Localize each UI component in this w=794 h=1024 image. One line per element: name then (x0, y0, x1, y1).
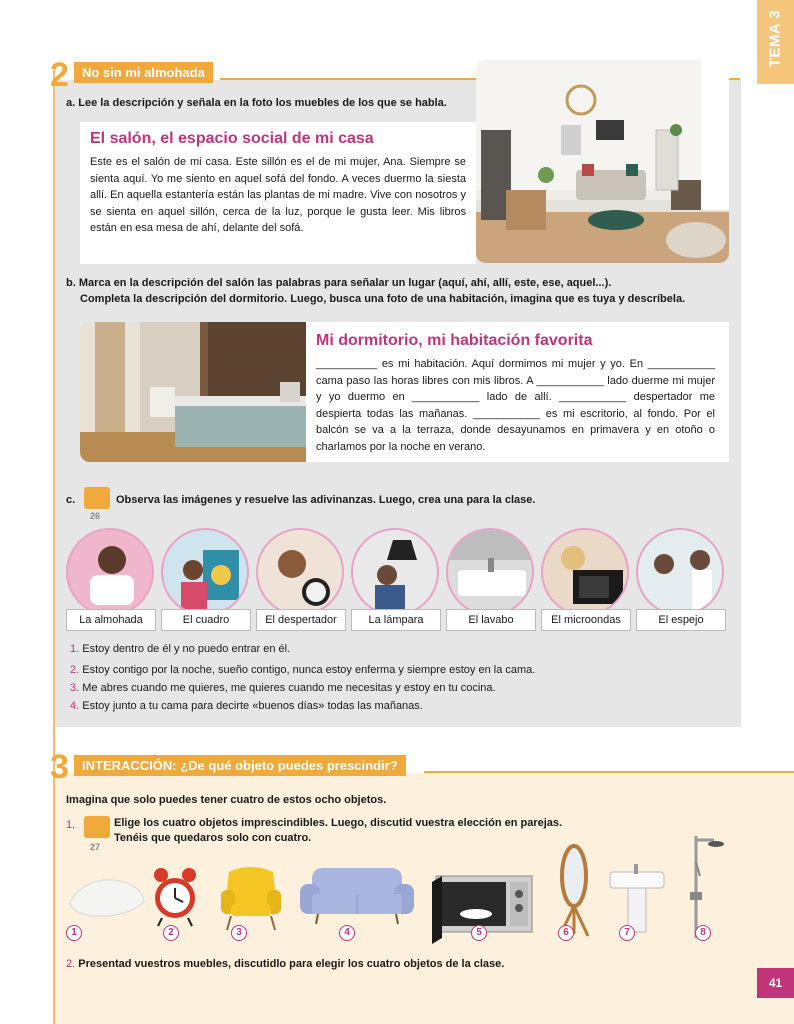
chapter-tab-label: TEMA 3 (766, 9, 784, 68)
item-label-lamp: La lámpara (351, 609, 441, 631)
riddle-3-text: Me abres cuando me quieres, me quieres cuando me necesitas y estoy en tu cocina. (82, 682, 496, 694)
step1-text-1: Elige los cuatro objetos imprescindibles. Luego, discutid vuestra elección en parejas. (114, 817, 563, 829)
audio-icon-2[interactable] (84, 816, 110, 838)
object-armchair (217, 862, 285, 937)
alarm-clock-image (256, 528, 344, 616)
page-number: 41 (757, 968, 794, 998)
section3-title: INTERACCIÓN: ¿De qué objeto puedes prescindir? (74, 755, 406, 776)
item-label-pillow: La almohada (66, 609, 156, 631)
sink-image (446, 528, 534, 616)
dorm-text: __________ es mi habitación. Aquí dormimos mi mujer y yo. En ___________ cama paso las horas libres con mis libros. A ___________ lado duerme mi mujer y yo duermo en ___________ lado de allí. ___________ despertador me despierta todas las mañanas. ___________ es mi escritorio, al fondo. Por el balcón se va a la terraza, donde desayunamos en primavera y en otoño o charlamos por la noche en verano. (316, 358, 715, 453)
riddle-2-number: 2. (70, 664, 80, 676)
microwave-image (541, 528, 629, 616)
section2-number: 2 (50, 56, 69, 94)
instruction-b-2: Completa la descripción del dormitorio. Luego, busca una foto de una habitación, imagina que es tuya y descríbela. (80, 293, 686, 305)
riddle-4-number: 4. (70, 700, 80, 712)
riddle-4 (70, 697, 423, 715)
margin-line (53, 70, 55, 1024)
audio-track-27: 27 (90, 842, 101, 852)
step1-text-2: Tenéis que quedaros solo con cuatro. (114, 832, 312, 844)
step2-text: Presentad vuestros muebles, discutidlo para elegir los cuatro objetos de la clase. (78, 958, 505, 970)
mirror-image (636, 528, 724, 616)
pillow-image (66, 528, 154, 616)
riddle-2 (70, 661, 535, 679)
chapter-tab (757, 0, 794, 84)
item-label-microwave: El microondas (541, 609, 631, 631)
riddle-1-number: 1. (70, 643, 80, 655)
item-label-mirror: El espejo (636, 609, 726, 631)
riddle-1 (70, 640, 290, 658)
item-label-sink: El lavabo (446, 609, 536, 631)
riddle-2-text: Estoy contigo por la noche, sueño contigo, nunca estoy enferma y siempre estoy en la cama. (82, 664, 536, 676)
object-number-1: 1 (66, 925, 82, 941)
instruction-a: a. Lee la descripción y señala en la foto los muebles de los que se habla. (66, 97, 447, 109)
riddle-4-text: Estoy junto a tu cama para decirte «buenos días» todas las mañanas. (82, 700, 423, 712)
object-pillow (64, 872, 148, 927)
object-washbasin (606, 862, 668, 939)
dorm-card (306, 322, 729, 462)
step1-number (66, 816, 75, 834)
object-sofa (298, 864, 416, 931)
instruction-c: Observa las imágenes y resuelve las adivinanzas. Luego, crea una para la clase. (116, 494, 536, 506)
item-label-painting: El cuadro (161, 609, 251, 631)
salon-title: El salón, el espacio social de mi casa (90, 130, 374, 147)
object-number-5: 5 (471, 925, 487, 941)
section3-number: 3 (50, 748, 69, 786)
riddle-1-text: Estoy dentro de él y no puedo entrar en él. (82, 643, 291, 655)
step2 (66, 955, 504, 973)
salon-card (80, 122, 476, 264)
painting-image (161, 528, 249, 616)
object-number-3: 3 (231, 925, 247, 941)
section3-intro: Imagina que solo puedes tener cuatro de estos ocho objetos. (66, 794, 387, 806)
step2-number: 2. (66, 958, 76, 970)
object-number-7: 7 (619, 925, 635, 941)
audio-icon[interactable] (84, 487, 110, 509)
living-room-photo (476, 60, 729, 263)
item-label-alarm-clock: El despertador (256, 609, 346, 631)
object-number-4: 4 (339, 925, 355, 941)
riddle-3 (70, 679, 496, 697)
object-alarm-clock (152, 866, 198, 933)
object-number-6: 6 (558, 925, 574, 941)
bedroom-photo (80, 322, 306, 462)
audio-track-26: 26 (90, 511, 101, 521)
lamp-image (351, 528, 439, 616)
section2-title: No sin mi almohada (74, 62, 213, 83)
c-letter: c. (66, 494, 76, 506)
riddle-3-number: 3. (70, 682, 80, 694)
object-number-2: 2 (163, 925, 179, 941)
dorm-title: Mi dormitorio, mi habitación favorita (316, 332, 593, 349)
instruction-b-1: b. Marca en la descripción del salón las palabras para señalar un lugar (aquí, ahí, allí, este, ese, aquel...). (66, 277, 612, 289)
step1-n: 1. (66, 819, 76, 831)
salon-text: Este es el salón de mi casa. Este sillón es el de mi mujer, Ana. Siempre se sienta aquí. Yo me siento en aquel sofá del fondo. A veces duermo la siesta allí. En aquella estantería están las plantas de mi madre. Vive con nosotros y se sienta en aquel sillón, cerca de la luz, porque le gusta leer. Mis libros están en esa mesa de ahí, delante del sofá. (90, 156, 466, 234)
section3-rule (424, 771, 794, 773)
object-number-8: 8 (695, 925, 711, 941)
